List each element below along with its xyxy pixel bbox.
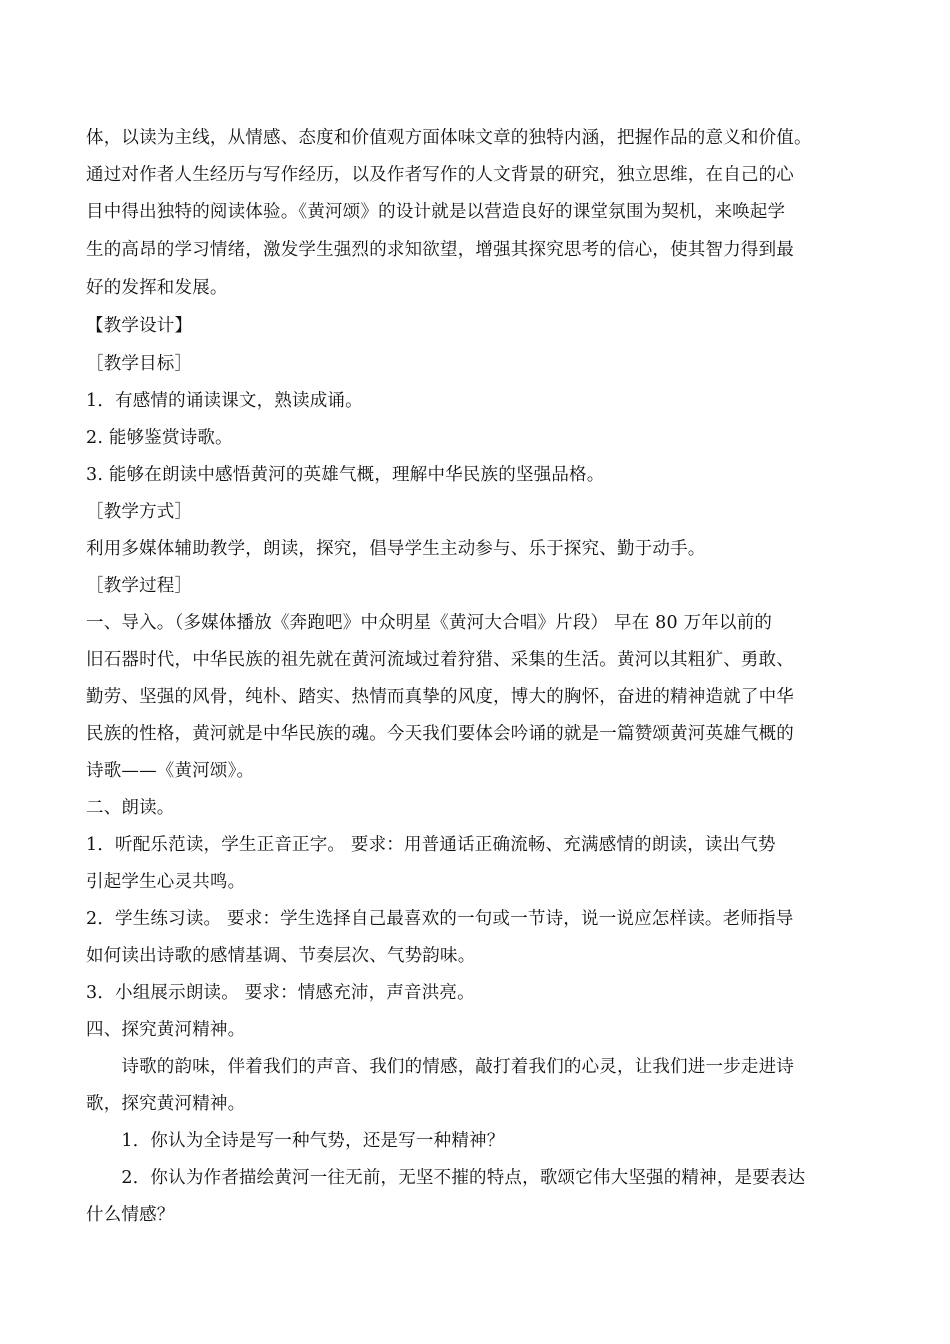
subsection-heading: ［教学过程］ xyxy=(86,576,193,596)
text-line: 一、导入。（多媒体播放《奔跑吧》中众明星《黄河大合唱》片段） 早在 80 万年以前的 xyxy=(86,613,773,633)
question-item: 2．你认为作者描绘黄河一往无前，无坚不摧的特点，歌颂它伟大坚强的精神，是要表达 xyxy=(86,1168,806,1188)
text-line: 生的高昂的学习情绪，激发学生强烈的求知欲望，增强其探究思考的信心，使其智力得到最 xyxy=(86,240,794,260)
text-line: 体，以读为主线，从情感、态度和价值观方面体味文章的独特内涵，把握作品的意义和价值。 xyxy=(86,128,812,148)
text-line: 利用多媒体辅助教学，朗读，探究，倡导学生主动参与、乐于探究、勤于动手。 xyxy=(86,539,706,559)
text-line: 旧石器时代，中华民族的祖先就在黄河流域过着狩猎、采集的生活。黄河以其粗犷、勇敢、 xyxy=(86,650,794,670)
list-item: 1．有感情的诵读课文，熟读成诵。 xyxy=(86,391,363,411)
text-line: 引起学生心灵共鸣。 xyxy=(86,872,246,892)
text-line: 歌，探究黄河精神。 xyxy=(86,1094,246,1114)
subsection-heading: ［教学目标］ xyxy=(86,354,193,374)
list-item: 3．小组展示朗读。 要求：情感充沛，声音洪亮。 xyxy=(86,983,475,1003)
question-item: 1．你认为全诗是写一种气势，还是写一种精神？ xyxy=(86,1131,505,1151)
step-heading: 四、探究黄河精神。 xyxy=(86,1020,246,1040)
subsection-heading: ［教学方式］ xyxy=(86,502,193,522)
section-heading: 【教学设计】 xyxy=(86,316,193,336)
list-item: 3. 能够在朗读中感悟黄河的英雄气概，理解中华民族的坚强品格。 xyxy=(86,465,605,485)
text-line: 通过对作者人生经历与写作经历，以及作者写作的人文背景的研究，独立思维，在自己的心 xyxy=(86,165,794,185)
list-item: 2. 能够鉴赏诗歌。 xyxy=(86,428,233,448)
text-line: 诗歌的韵味，伴着我们的声音、我们的情感，敲打着我们的心灵，让我们进一步走进诗 xyxy=(86,1057,794,1077)
text-line: 什么情感？ xyxy=(86,1205,175,1225)
text-line: 诗歌——《黄河颂》。 xyxy=(86,761,255,781)
text-line: 目中得出独特的阅读体验。《黄河颂》的设计就是以营造良好的课堂氛围为契机，来唤起学 xyxy=(86,202,786,222)
list-item: 1．听配乐范读，学生正音正字。 要求：用普通话正确流畅、充满感情的朗读，读出气势 xyxy=(86,835,776,855)
text-line: 民族的性格，黄河就是中华民族的魂。今天我们要体会吟诵的就是一篇赞颂黄河英雄气概的 xyxy=(86,724,794,744)
text-line: 勤劳、坚强的风骨，纯朴、踏实、热情而真挚的风度，博大的胸怀，奋进的精神造就了中华 xyxy=(86,687,794,707)
step-heading: 二、朗读。 xyxy=(86,798,175,818)
text-line: 如何读出诗歌的感情基调、节奏层次、气势韵味。 xyxy=(86,946,476,966)
list-item: 2．学生练习读。 要求：学生选择自己最喜欢的一句或一节诗，说一说应怎样读。老师指导 xyxy=(86,909,794,929)
text-line: 好的发挥和发展。 xyxy=(86,278,228,298)
